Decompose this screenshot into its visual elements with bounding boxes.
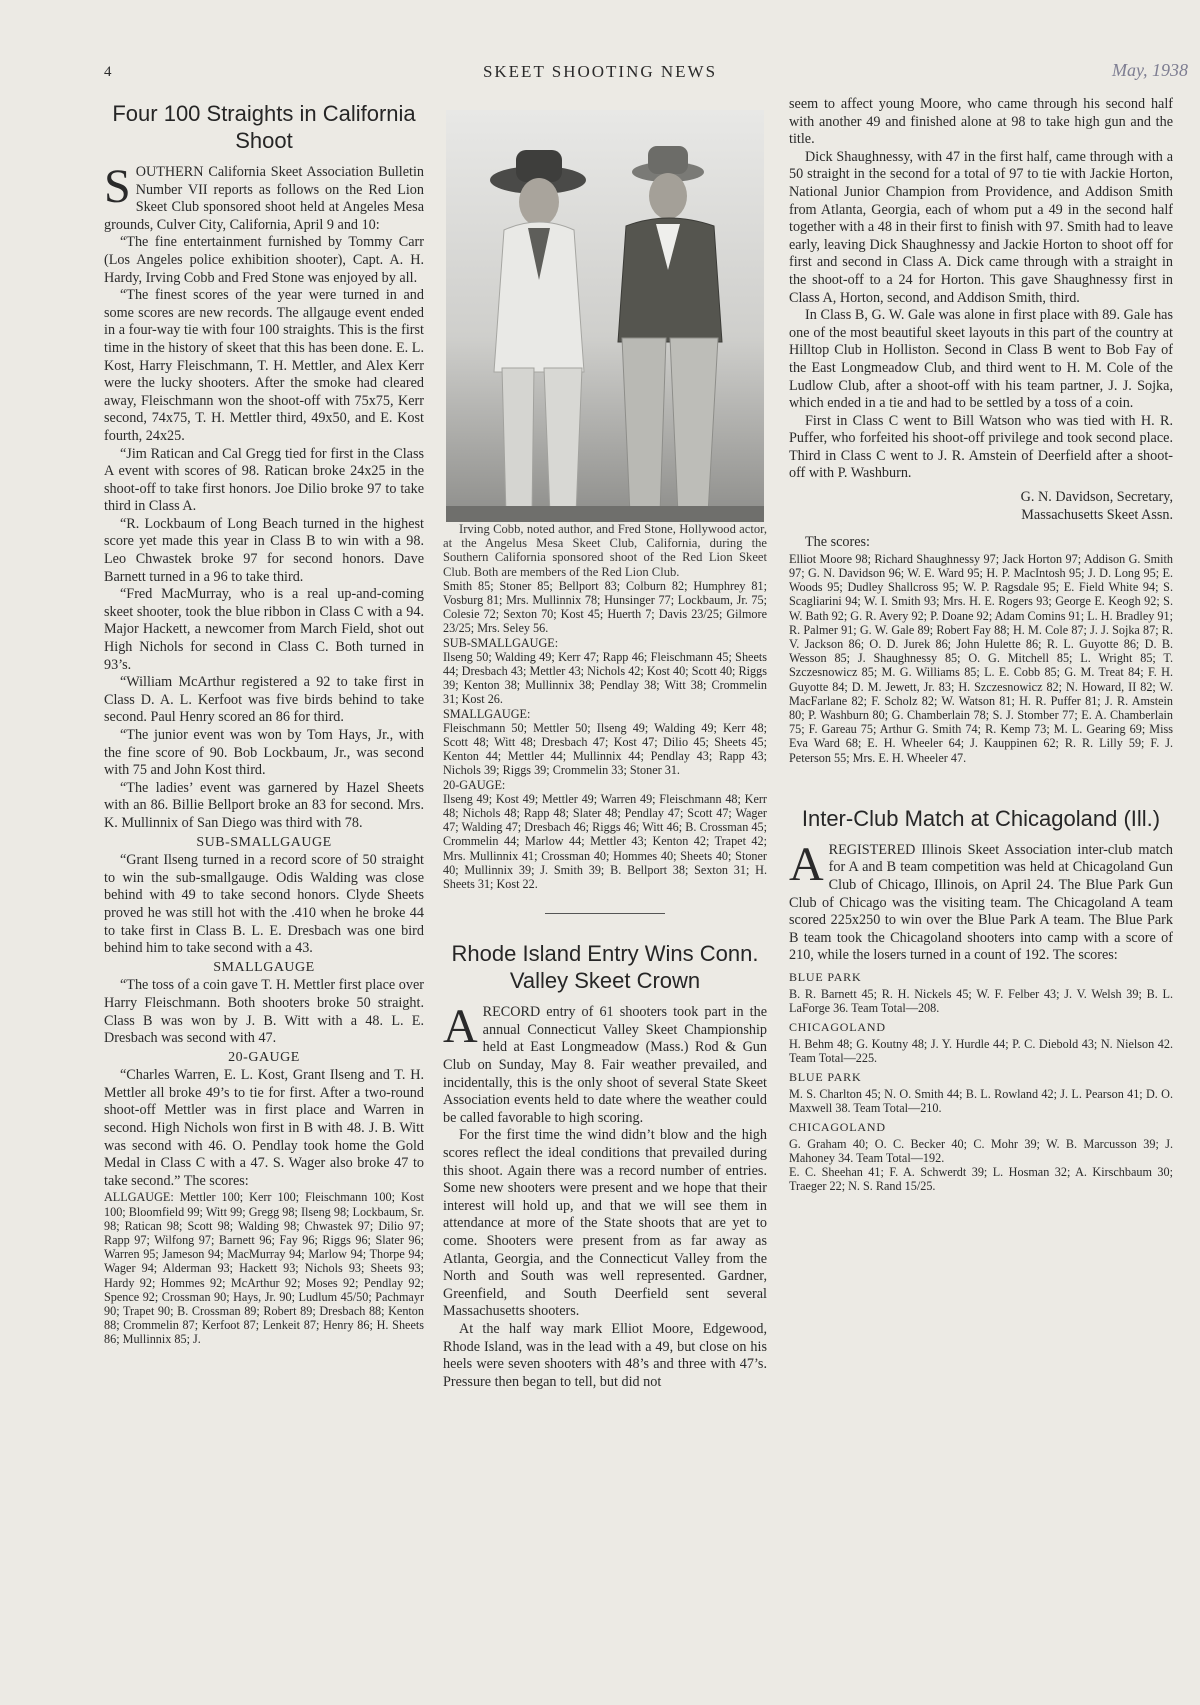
team-scores: G. Graham 40; O. C. Becker 40; C. Mohr 39; W. B. Marcusson 39; J. Mahoney 34. Team Total—192.: [789, 1136, 1173, 1165]
paragraph: “The ladies’ event was garnered by Hazel Sheets with an 86. Billie Bellport broke an 83 for second. Mrs. K. Mullinnix of San Diego was third with 78.: [104, 779, 424, 831]
paragraph: For the first time the wind didn’t blow and the high scores reflect the ideal conditions that prevailed during this shoot. Again there was a record number of entries. Some new shooters were present and we hope that their interest will hold up, and that we will see them in attendance at more of the State shoots that are yet to come. Shooters were present from as far away as Atlanta, Georgia, and the Connecticut Valley from the North and South was well represented. Gardner, Greenfield, and South Deerfield sent several Massachusetts shooters.: [443, 1127, 767, 1320]
divider-rule: [545, 913, 665, 914]
team-name: BLUE PARK: [789, 970, 862, 985]
signature-line: G. N. Davidson, Secretary,: [1020, 489, 1173, 506]
photo-two-men-icon: [446, 110, 764, 522]
signature: [789, 489, 1173, 524]
scores-label-subsmallgauge: SUB-SMALLGAUGE:: [443, 635, 559, 650]
drop-cap: A: [443, 1000, 478, 1054]
paragraph: “William McArthur registered a 92 to take first in Class D. A. L. Kerfoot was five birds behind to take second. Paul Henry scored an 86 for third.: [104, 674, 424, 726]
paragraph: “The junior event was won by Tom Hays, Jr., with the fine score of 90. Bob Lockbaum, Jr., was second with 75 and John Kost third.: [104, 727, 424, 779]
scores-intro: The scores:: [805, 534, 871, 551]
subhead-smallgauge: SMALLGAUGE: [213, 959, 315, 975]
scores-label-20-gauge: 20-GAUGE:: [443, 777, 506, 792]
lead-text: OUTHERN California Skeet Association Bulletin Number VII reports as follows on the Red Lion Skeet Club sponsored shoot held at Angeles Mesa grounds, Culver City, California, April 9 and 10:: [104, 164, 424, 233]
paragraph: “Charles Warren, E. L. Kost, Grant Ilseng and T. H. Mettler all broke 49’s to tie for first. After a two-round shoot-off Mettler was in first place and Warren in second. High Nichols won first in B with 48. J. B. Witt was second with 46. O. Pendlay took home the Gold Medal in Class C with a 47. S. Wager also broke 47 to take second.” The scores:: [104, 1067, 424, 1189]
team-name: BLUE PARK: [789, 1070, 862, 1085]
scores-allgauge-cont: Smith 85; Stoner 85; Bellport 83; Colburn 82; Humphrey 81; Vosburg 81; Mrs. Mullinnix 78; Hunsinger 77; Lockbaum, Jr. 75; Colesie 72; Sexton 70; Kost 45; Huerth 7; Davis 23/25; Gilmore 23/25; Mrs. Seley 56.: [443, 578, 767, 636]
team-scores: H. Behm 48; G. Koutny 48; J. Y. Hurdle 44; P. C. Diebold 43; N. Nielson 42. Team Total—225.: [789, 1036, 1173, 1065]
subhead-subsmallgauge: SUB-SMALLGAUGE: [196, 834, 332, 850]
article-lead: [104, 160, 424, 234]
article-lead: [789, 837, 1173, 965]
page-number: 4: [104, 64, 112, 80]
team-scores: B. R. Barnett 45; R. H. Nickels 45; W. F. Felber 43; J. V. Welsh 39; B. L. LaForge 36. Team Total—208.: [789, 986, 1173, 1015]
paragraph: In Class B, G. W. Gale was alone in first place with 89. Gale has one of the most beautiful skeet layouts in this part of the country at Hilltop Club in Holliston. Second in Class B went to Bob Fay of the East Longmeadow Club, and third went to H. M. Cole of the Ludlow Club, after a shoot-off with his team partner, J. J. Sojka, which ended in a tie and had to be settled by a toss of a coin.: [789, 307, 1173, 412]
scores-connecticut-valley: Elliot Moore 98; Richard Shaughnessy 97; Jack Horton 97; Addison G. Smith 97; G. N. Davidson 96; W. E. Ward 95; H. P. MacIntosh 95; J. D. Long 95; E. Woods 95; Dudley Shallcross 95; W. P. Ragsdale 95; E. Field White 94; S. Scagliarini 94; W. I. Smith 93; Mrs. H. E. Rogers 93; George E. Keogh 92; S. W. Bath 92; G. R. Avery 92; P. Doane 92; Adam Comins 91; L. H. Bradley 91; R. Palmer 91; G. W. Gale 89; Robert Fay 88; H. M. Cole 87; J. J. Sojka 87; R. V. Jackson 86; O. D. Jurek 86; John Hulette 86; R. L. Guyotte 86; D. B. Wesson 85; J. Shaughnessy 85; O. G. Mitchell 85; L. Wright 85; T. Szczesnowicz 85; M. G. Williams 85; L. E. Cobb 85; G. M. Treat 84; F. H. Guyotte 84; D. M. Jewett, Jr. 83; H. Szczesnowicz 82; N. Howard, II 82; W. MacFarlane 82; F. Scholz 82; W. Watson 81; H. R. Puffer 81; J. R. Amstein 80; P. Washburn 80; G. Chamberlain 78; S. J. Stomber 77; E. A. Chamberlain 75; F. Gareau 75; Arthur G. Smith 74; R. Kemp 73; M. L. Gearing 69; Miss Eva Ward 68; E. H. Wheeler 64; J. Kauppinen 62; R. R. Lilly 59; F. J. Peterson 55; Mrs. E. H. Wheeler 47.: [789, 551, 1173, 765]
issue-date: May, 1938: [1112, 60, 1188, 80]
scores-20-gauge: Ilseng 49; Kost 49; Mettler 49; Warren 49; Fleischmann 48; Kerr 48; Nichols 48; Rapp 48; Slater 48; Pendlay 47; Scott 47; Wager 47; Walding 47; Dresbach 46; Riggs 46; Witt 46; B. Crossman 45; Crommelin 44; Marlow 44; Mettler 43; Kenton 42; Trapet 42; Mrs. Mullinnix 41; Crossman 40; Hommes 40; Sheets 40; Stoner 40; Mullinnix 39; J. Smith 39; B. Bellport 38; Sexton 31; H. Sheets 31; Kost 22.: [443, 791, 767, 892]
page-header: [0, 56, 1200, 86]
paragraph: “Grant Ilseng turned in a record score of 50 straight to win the sub-smallgauge. Odis Walding was close behind with 49 to take second honors. Clyde Sheets proved he was still hot with the .410 when he broke 44 to take first in Class B. L. E. Dresbach was one bird behind him to take second with a 43.: [104, 852, 424, 957]
scores-label-smallgauge: SMALLGAUGE:: [443, 706, 531, 721]
paragraph: “The finest scores of the year were turned in and some scores are new records. The allgauge event ended in a four-way tie with four 100 straights. This is the first time in the history of skeet that this has been done. E. L. Kost, Harry Fleischmann, T. H. Mettler, and Alex Kerr were the lucky shooters. After the smoke had cleared away, Fleischmann won the shoot-off with 75x75, Kerr second, 74x75, T. H. Mettler third, 49x50, and E. Kost fourth, 24x25.: [104, 287, 424, 444]
paragraph: First in Class C went to Bill Watson who was tied with H. R. Puffer, who forfeited his shoot-off privilege and took second place. Third in Class C went to J. R. Amstein of Deerfield after a shoot-off with P. Washburn.: [789, 412, 1173, 482]
article-title-california: Four 100 Straights in California Shoot: [112, 101, 416, 153]
lead-text: RECORD entry of 61 shooters took part in the annual Connecticut Valley Skeet Championship held at East Longmeadow (Mass.) Rod & Gun Club on Sunday, May 8. Fair weather prevailed, and incidentally, this is the only shoot of several State Skeet Association events held to date where the weather could be called favorable to high scoring.: [443, 1004, 767, 1126]
column-middle: [443, 96, 767, 1391]
paragraph: “The fine entertainment furnished by Tommy Carr (Los Angeles police exhibition shooter), Capt. A. H. Hardy, Irving Cobb and Fred Stone was enjoyed by all.: [104, 234, 424, 286]
paragraph: “R. Lockbaum of Long Beach turned in the highest score yet made this year in Class B to win with a 98. Leo Chwastek broke 97 for second honors. Dave Barnett turned in a 96 to take third.: [104, 515, 424, 585]
team-name: CHICAGOLAND: [789, 1020, 886, 1035]
paragraph: Dick Shaughnessy, with 47 in the first half, came through with a 50 straight in the second for a total of 97 to tie with Jackie Horton, National Junior Champion from Providence, and Addison Smith from Atlanta, Georgia, each of whom put a 49 in the second half together with a 48 in their first to finish with 97. Smith had to leave early, leaving Dick Shaughnessy and Jackie Horton to shoot off for first and second in Class A. Dick came through with a straight in the shoot-off to a 24 for Horton. This gave Shaughnessy first in Class A, Horton, second, and Addison Smith, third.: [789, 148, 1173, 306]
team-name: CHICAGOLAND: [789, 1120, 886, 1135]
subhead-20-gauge: 20-GAUGE: [228, 1049, 300, 1065]
paragraph: seem to affect young Moore, who came through his second half with another 49 and finished alone at 98 to take high gun and the title.: [789, 96, 1173, 148]
paragraph: “The toss of a coin gave T. H. Mettler first place over Harry Fleischmann. Both shooters broke 50 straight. Class B was won by J. B. Witt with a 48. L. E. Dresbach was second with 47.: [104, 977, 424, 1047]
column-right: [789, 96, 1173, 1193]
paragraph: “Fred MacMurray, who is a real up-and-coming skeet shooter, took the blue ribbon in Class C with a 94. Major Hackett, a newcomer from March Field, shot out High Nichols for second in Class C. Both turned in 93’s.: [104, 586, 424, 673]
paragraph: At the half way mark Elliot Moore, Edgewood, Rhode Island, was in the lead with a 49, but close on his heels were seven shooters with 48’s and three with 47’s. Pressure then began to tell, but did not: [443, 1320, 767, 1390]
column-left: [104, 96, 424, 1347]
signature-line: Massachusetts Skeet Assn.: [1021, 506, 1173, 523]
article-title-chicagoland: Inter-Club Match at Chicagoland (Ill.): [801, 805, 1161, 831]
scores-smallgauge: Fleischmann 50; Mettler 50; Ilseng 49; Walding 49; Kerr 48; Scott 48; Witt 48; Dresbach 47; Kost 47; Dilio 45; Sheets 45; Kenton 44; Mettler 44; Mullinnix 44; Pendlay 43; Rapp 43; Nichols 39; Riggs 39; Crommelin 33; Stoner 31.: [443, 720, 767, 778]
scores-allgauge: ALLGAUGE: Mettler 100; Kerr 100; Fleischmann 100; Kost 100; Bloomfield 99; Witt 99; Gregg 98; Ilseng 98; Lockbaum, Sr. 98; Ratican 98; Scott 98; Walding 98; Chwastek 97; Dilio 97; Rapp 97; Wilfong 97; Barnett 96; Fay 96; Riggs 96; Slater 96; Warren 95; Jameson 94; MacMurray 94; Marlow 94; Thorpe 94; Wager 94; Alderman 93; Hackett 93; Nichols 93; Sheets 93; Hardy 92; Hommes 92; McArthur 92; Moses 92; Pendlay 92; Spence 92; Crossman 90; Hays, Jr. 90; Ludlum 45/50; Pachmayr 90; Trapet 90; B. Crossman 89; Robert 89; Dresbach 88; Kenton 88; Crommelin 87; Kerfoot 87; Lenkeit 87; Henry 86; H. Sheets 86; Mullinnix 85; J.: [104, 1190, 424, 1347]
paragraph: “Jim Ratican and Cal Gregg tied for first in the Class A event with scores of 98. Ratican broke 24x25 in the shoot-off to take first honors. Joe Dilio broke 97 to take third in Class A.: [104, 445, 424, 515]
lead-text: REGISTERED Illinois Skeet Association inter-club match for A and B team competition was held at Chicagoland Gun Club of Chicago, Illinois, on April 24. The Blue Park Gun Club of Chicago was the visiting team. The Chicagoland A team scored 225x250 to win over the Blue Park A team. The Blue Park B team took the Chicagoland shooters into camp with a score of 210, while the losers turned in a count of 192. The scores:: [789, 841, 1173, 964]
extra-scores: E. C. Sheehan 41; F. A. Schwerdt 39; L. Hosman 32; A. Kirschbaum 30; Traeger 22; N. S. Rand 15/25.: [789, 1165, 1173, 1194]
drop-cap: S: [104, 160, 131, 213]
article-title-rhode-island: Rhode Island Entry Wins Conn. Valley Skeet Crown: [451, 941, 759, 994]
photo-caption: Irving Cobb, noted author, and Fred Stone, Hollywood actor, at the Angelus Mesa Skeet Club, California, during the Southern California sponsored shoot of the Red Lion Skeet Club. Both are members of the Red Lion Club.: [443, 522, 767, 579]
drop-cap: A: [789, 837, 824, 891]
scores-subsmallgauge: Ilseng 50; Walding 49; Kerr 47; Rapp 46; Fleischmann 45; Sheets 44; Dresbach 43; Mettler 43; Nichols 42; Kost 40; Scott 40; Riggs 39; Kenton 38; Mullinnix 38; Pendlay 38; Witt 38; Crommelin 31; Kost 26.: [443, 649, 767, 707]
article-lead: [443, 1000, 767, 1127]
running-title: SKEET SHOOTING NEWS: [482, 62, 718, 81]
team-scores: M. S. Charlton 45; N. O. Smith 44; B. L. Rowland 42; J. L. Pearson 41; D. O. Maxwell 38. Team Total—210.: [789, 1086, 1173, 1115]
